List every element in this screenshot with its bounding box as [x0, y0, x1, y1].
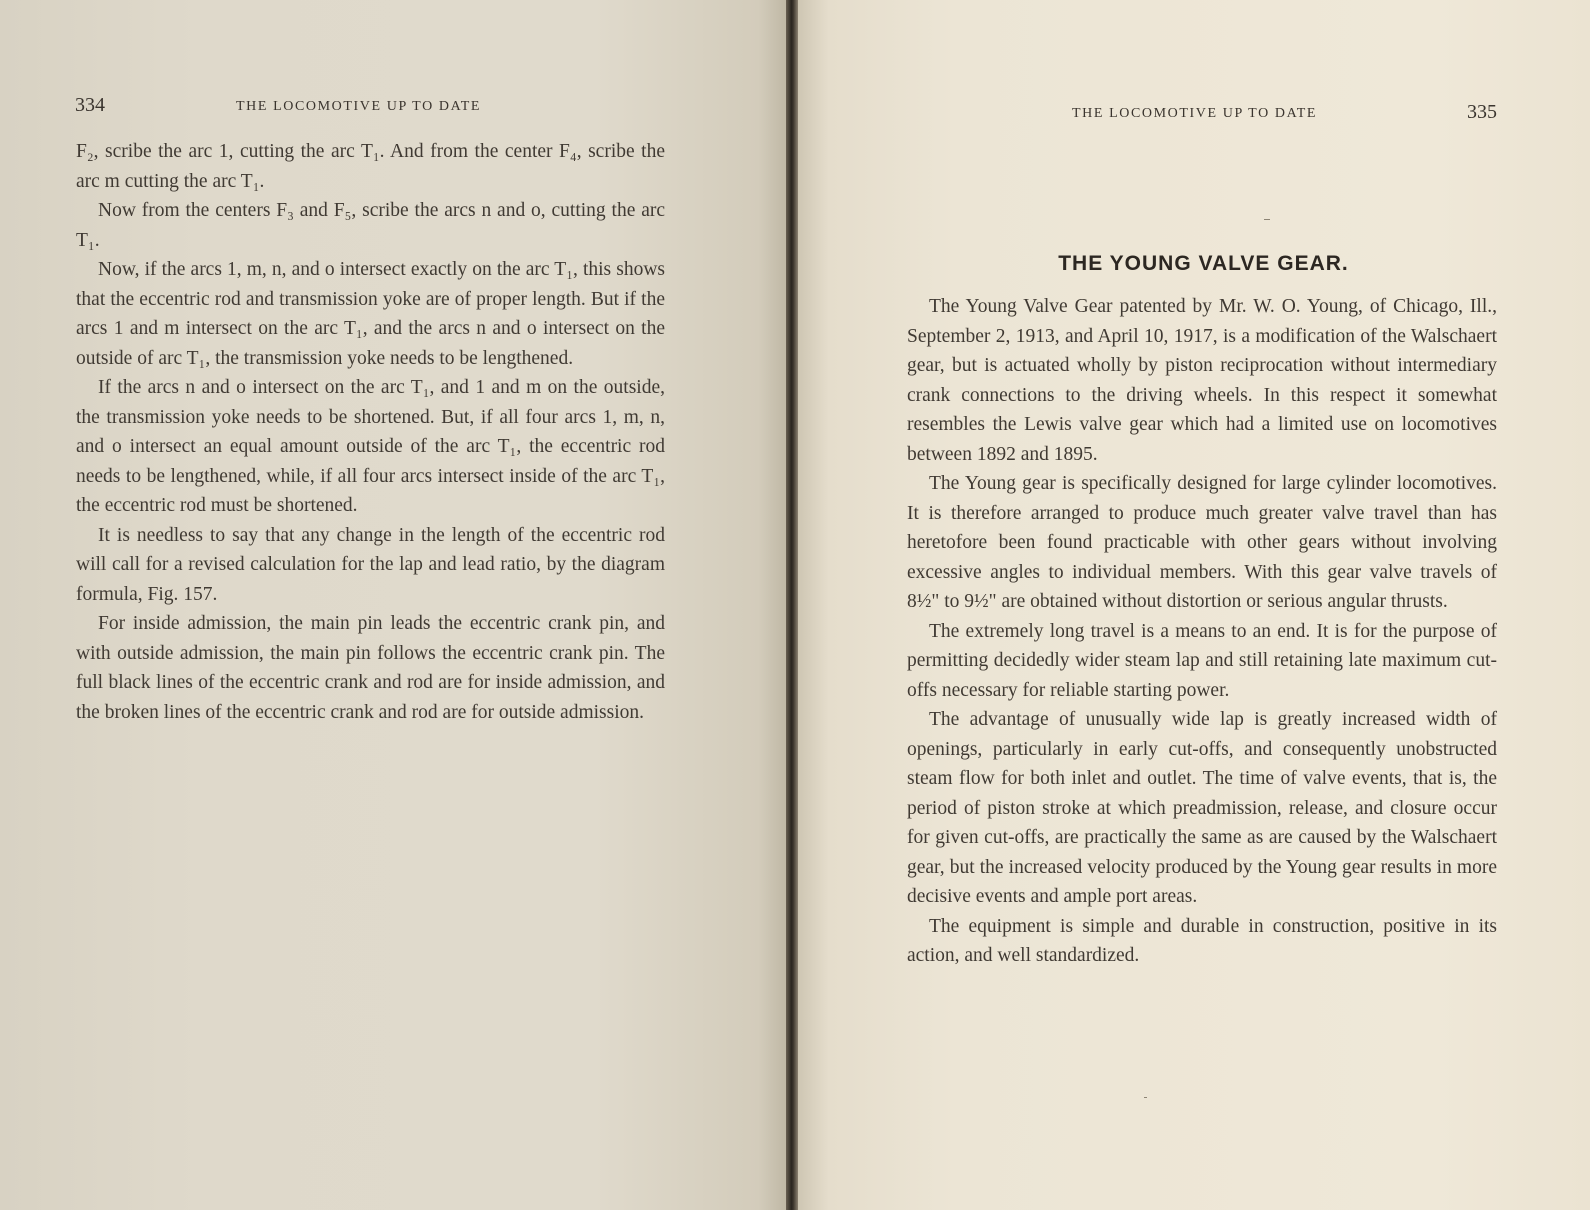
paper-speck [1144, 1097, 1147, 1098]
book-binding [786, 0, 798, 1210]
chapter-title: THE YOUNG VALVE GEAR. [1058, 252, 1349, 275]
left-running-head: THE LOCOMOTIVE UP TO DATE [236, 99, 482, 114]
left-paragraph: Now, if the arcs 1, m, n, and o intersect exactly on the arc T₁, this shows that the eccentric rod and transmission yoke are of proper length. But if the arcs 1 and m intersect on the arc T₁, and the arcs n and o intersect on the outside of arc T₁, the transmission yoke needs to be lengthened. [76, 259, 665, 369]
right-page-body [907, 292, 1497, 971]
paper-speck [1264, 219, 1270, 220]
right-page-number: 335 [1467, 101, 1497, 123]
right-paragraph: The Young gear is specifically designed for large cylinder locomotives. It is therefore arranged to produce much greater valve travel than has heretofore been found practicable with other gears without involving excessive angles to individual members. With this gear valve travels of 8½" to 9½" are obtained without distortion or serious angular thrusts. [907, 473, 1497, 612]
right-paragraph: The equipment is simple and durable in construction, positive in its action, and well standardized. [907, 915, 1497, 966]
left-page-number: 334 [75, 94, 105, 116]
left-paragraph: F₂, scribe the arc 1, cutting the arc T₁. And from the center F₄, scribe the arc m cutting the arc T₁. [76, 141, 665, 192]
right-paragraph: The advantage of unusually wide lap is greatly increased width of openings, particularly in early cut-offs, and consequently unobstructed steam flow for both inlet and outlet. The time of valve events, that is, the period of piston stroke at which preadmission, release, and closure occur for given cut-offs, are practically the same as are caused by the Walschaert gear, but the increased velocity produced by the Young gear results in more decisive events and ample port areas. [907, 709, 1497, 907]
left-paragraph: If the arcs n and o intersect on the arc T₁, and 1 and m on the outside, the transmission yoke needs to be shortened. But, if all four arcs 1, m, n, and o intersect an equal amount outside of the arc T₁, the eccentric rod needs to be lengthened, while, if all four arcs intersect inside of the arc T₁, the eccentric rod must be shortened. [76, 377, 665, 516]
right-running-head: THE LOCOMOTIVE UP TO DATE [1072, 106, 1318, 121]
left-paragraph: Now from the centers F₃ and F₅, scribe the arcs n and o, cutting the arc T₁. [76, 200, 665, 251]
left-paragraph: For inside admission, the main pin leads the eccentric crank pin, and with outside admission, the main pin follows the eccentric crank pin. The full black lines of the eccentric crank and rod are for inside admission, and the broken lines of the eccentric crank and rod are for outside admission. [76, 613, 665, 723]
left-paragraph: It is needless to say that any change in the length of the eccentric rod will call for a revised calculation for the lap and lead ratio, by the diagram formula, Fig. 157. [76, 524, 665, 605]
left-page-body [76, 137, 665, 727]
right-paragraph: The Young Valve Gear patented by Mr. W. O. Young, of Chicago, Ill., September 2, 1913, and April 10, 1917, is a modification of the Walschaert gear, but is actuated wholly by piston reciprocation without intermediary crank connections to the driving wheels. In this respect it somewhat resembles the Lewis valve gear which had a limited use on locomotives between 1892 and 1895. [907, 296, 1497, 465]
right-paragraph: The extremely long travel is a means to an end. It is for the purpose of permitting decidedly wider steam lap and still retaining late maximum cut-offs necessary for reliable starting power. [907, 620, 1497, 701]
